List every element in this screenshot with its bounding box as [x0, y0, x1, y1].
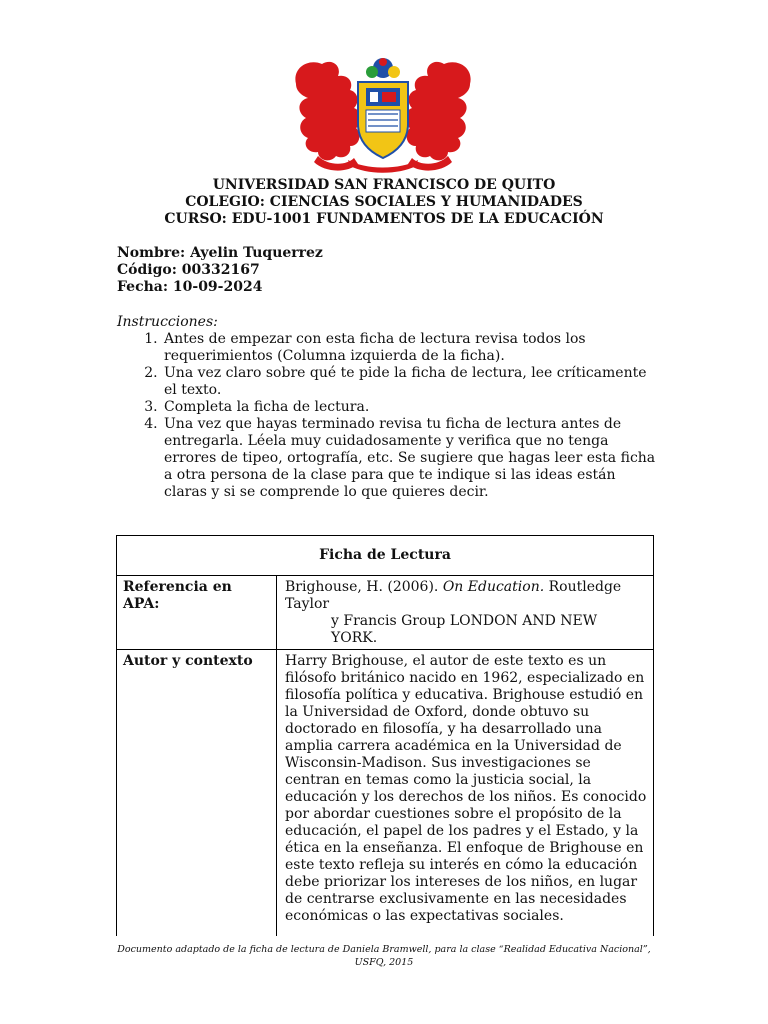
course-name: CURSO: EDU-1001 FUNDAMENTOS DE LA EDUCACIÓN — [164, 211, 604, 227]
submission-date: Fecha: 10-09-2024 — [117, 279, 263, 295]
college-name: COLEGIO: CIENCIAS SOCIALES Y HUMANIDADES — [185, 194, 583, 210]
instruction-item: 4. Una vez que hayas terminado revisa tu ficha de lectura antes de entregarla. Léela muy cuidadosamente y verifica que no tenga errores de tipeo, ortografía, etc. Se sugiere que hagas leer esta ficha a otra persona de la clase para que te indique si las ideas están claras y si se comprende lo que quieres decir. — [162, 416, 657, 501]
author-context-label: Autor y contexto — [117, 650, 277, 936]
reference-title: On Education. — [442, 579, 545, 595]
student-info — [117, 245, 323, 296]
right-dragon-icon — [404, 62, 470, 171]
footer-line-1: Documento adaptado de la ficha de lectura de Daniela Bramwell, para la clase “Realidad Educativa Nacional”, — [117, 944, 651, 955]
reference-value — [277, 576, 653, 649]
instruction-item: 2. Una vez claro sobre qué te pide la ficha de lectura, lee críticamente el texto. — [162, 365, 657, 399]
banner-ribbon-icon — [348, 160, 418, 173]
university-name: UNIVERSIDAD SAN FRANCISCO DE QUITO — [212, 177, 556, 193]
author-paragraph-1: Harry Brighouse, el autor de este texto es un filósofo británico nacido en 1962, especializado en filosofía política y educativa. Brighouse estudió en la Universidad de Oxford, donde obtuvo su doctorado en filosofía, y ha desarrollado una amplia carrera académica en la Universidad de Wisconsin-Madison. Sus investigaciones se centran en temas como la justicia social, la educación y los derechos de los niños. Es conocido por abordar cuestiones sobre el propósito de la educación, el papel de los padres y el Estado, y la ética en la enseñanza. El enfoque de Brighouse en este texto refleja su interés en cómo la educación debe priorizar los intereses de los niños, en lugar de centrarse exclusivamente en las necesidades económicas o las expectativas sociales. — [285, 653, 647, 924]
crown-ornament-icon — [366, 58, 400, 78]
footer-line-2: USFQ, 2015 — [354, 957, 414, 968]
student-code: Código: 00332167 — [117, 262, 260, 278]
table-title: Ficha de Lectura — [117, 536, 653, 576]
shield-icon — [358, 82, 408, 158]
instructions-section — [117, 314, 657, 501]
student-name: Nombre: Ayelin Tuquerrez — [117, 245, 323, 261]
reference-label: Referencia en APA: — [117, 576, 277, 649]
document-header — [0, 177, 768, 228]
table-row-author — [117, 650, 653, 936]
reference-prefix: Brighouse, H. (2006). — [285, 579, 443, 595]
page-footer — [100, 943, 668, 969]
university-crest-logo — [288, 54, 478, 176]
instructions-label: Instrucciones: — [117, 314, 218, 330]
instructions-list — [117, 331, 657, 501]
instruction-item: 3. Completa la ficha de lectura. — [162, 399, 657, 416]
table-row-reference — [117, 576, 653, 650]
reading-sheet-table — [116, 535, 654, 936]
reference-suffix: Routledge Taylor — [285, 579, 622, 612]
author-context-value — [277, 650, 653, 936]
reference-publisher: y Francis Group LONDON AND NEW YORK. — [331, 613, 598, 646]
left-dragon-icon — [295, 62, 361, 171]
instruction-item: 1. Antes de empezar con esta ficha de lectura revisa todos los requerimientos (Columna izquierda de la ficha). — [162, 331, 657, 365]
